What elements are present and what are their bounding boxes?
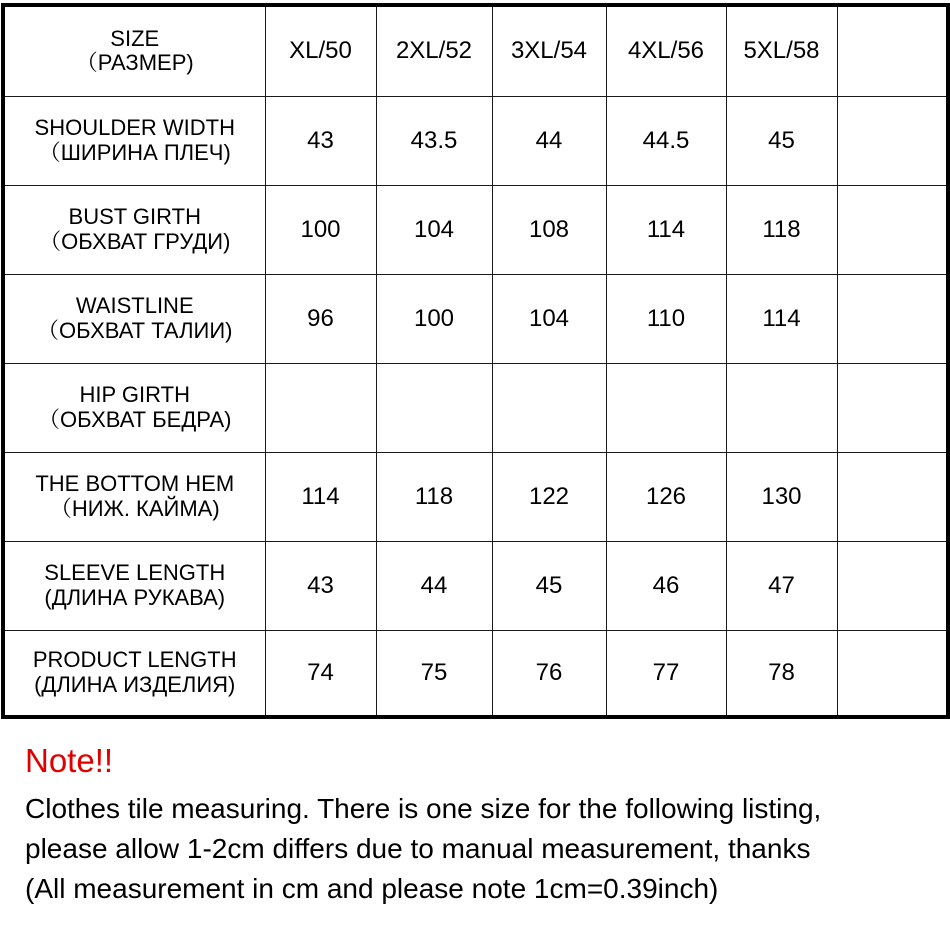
table-cell — [837, 541, 948, 630]
table-cell — [265, 363, 376, 452]
table-cell: 100 — [376, 274, 492, 363]
table-row — [3, 363, 948, 452]
row-label-ru: （ОБХВАТ БЕДРА) — [38, 406, 232, 432]
table-cell: 100 — [265, 185, 376, 274]
table-cell: 104 — [492, 274, 606, 363]
table-cell: 122 — [492, 452, 606, 541]
table-cell — [837, 96, 948, 185]
size-column-header — [837, 5, 948, 96]
table-cell: 114 — [265, 452, 376, 541]
table-cell: 114 — [606, 185, 726, 274]
size-header-cell — [3, 5, 265, 96]
table-cell: 130 — [726, 452, 837, 541]
table-cell — [837, 452, 948, 541]
note-title: Note!! — [25, 742, 114, 779]
table-cell: 76 — [492, 630, 606, 717]
table-cell: 45 — [492, 541, 606, 630]
row-label-cell — [3, 630, 265, 717]
table-cell: 74 — [265, 630, 376, 717]
row-label: SHOULDER WIDTH — [34, 114, 235, 140]
table-cell — [837, 274, 948, 363]
table-cell: 45 — [726, 96, 837, 185]
table-cell: 44 — [376, 541, 492, 630]
table-cell: 118 — [726, 185, 837, 274]
table-row — [3, 452, 948, 541]
size-column-header: 5XL/58 — [726, 5, 837, 96]
size-column-header: 4XL/56 — [606, 5, 726, 96]
table-cell — [837, 363, 948, 452]
table-cell: 78 — [726, 630, 837, 717]
row-label: HIP GIRTH — [79, 381, 190, 407]
row-label-ru: （НИЖ. КАЙМА) — [49, 495, 220, 521]
table-cell: 126 — [606, 452, 726, 541]
table-cell: 114 — [726, 274, 837, 363]
table-cell: 96 — [265, 274, 376, 363]
size-column-header: 2XL/52 — [376, 5, 492, 96]
table-cell: 77 — [606, 630, 726, 717]
row-label: THE BOTTOM HEM — [35, 470, 235, 496]
size-header-label: SIZE — [110, 25, 160, 51]
table-cell: 43 — [265, 541, 376, 630]
table-cell: 75 — [376, 630, 492, 717]
row-label-ru: (ДЛИНА РУКАВА) — [44, 584, 226, 610]
table-cell: 43 — [265, 96, 376, 185]
note-line: (All measurement in cm and please note 1cm=0.39inch) — [25, 873, 719, 904]
table-cell — [726, 363, 837, 452]
table-cell: 44.5 — [606, 96, 726, 185]
row-label-ru: （ШИРИНА ПЛЕЧ) — [38, 139, 231, 165]
row-label-ru: （ОБХВАТ ГРУДИ) — [39, 228, 231, 254]
table-cell — [606, 363, 726, 452]
row-label: BUST GIRTH — [68, 203, 201, 229]
size-chart-table — [1, 3, 950, 719]
row-label-ru: （ОБХВАТ ТАЛИИ) — [37, 317, 233, 343]
row-label-ru: (ДЛИНА ИЗДЕЛИЯ) — [34, 671, 236, 697]
table-cell: 47 — [726, 541, 837, 630]
table-cell: 118 — [376, 452, 492, 541]
table-row — [3, 630, 948, 717]
note-section — [25, 744, 821, 909]
row-label-cell — [3, 452, 265, 541]
table-cell — [492, 363, 606, 452]
table-cell: 108 — [492, 185, 606, 274]
row-label-cell — [3, 363, 265, 452]
row-label: WAISTLINE — [75, 292, 194, 318]
table-row — [3, 185, 948, 274]
note-line: Clothes tile measuring. There is one size for the following listing, — [25, 793, 822, 824]
table-cell: 43.5 — [376, 96, 492, 185]
size-header-label-ru: （РАЗМЕР) — [75, 50, 194, 76]
table-cell — [837, 630, 948, 717]
table-header-row — [3, 5, 948, 96]
row-label: PRODUCT LENGTH — [32, 647, 237, 673]
row-label-cell — [3, 96, 265, 185]
table-cell: 110 — [606, 274, 726, 363]
table-cell: 46 — [606, 541, 726, 630]
size-column-header: XL/50 — [265, 5, 376, 96]
table-row — [3, 274, 948, 363]
table-cell — [376, 363, 492, 452]
table-cell: 44 — [492, 96, 606, 185]
size-column-header: 3XL/54 — [492, 5, 606, 96]
table-row — [3, 541, 948, 630]
table-row — [3, 96, 948, 185]
row-label-cell — [3, 274, 265, 363]
table-cell: 104 — [376, 185, 492, 274]
note-line: please allow 1-2cm differs due to manual measurement, thanks — [25, 833, 811, 864]
row-label: SLEEVE LENGTH — [44, 559, 226, 585]
row-label-cell — [3, 541, 265, 630]
table-cell — [837, 185, 948, 274]
row-label-cell — [3, 185, 265, 274]
